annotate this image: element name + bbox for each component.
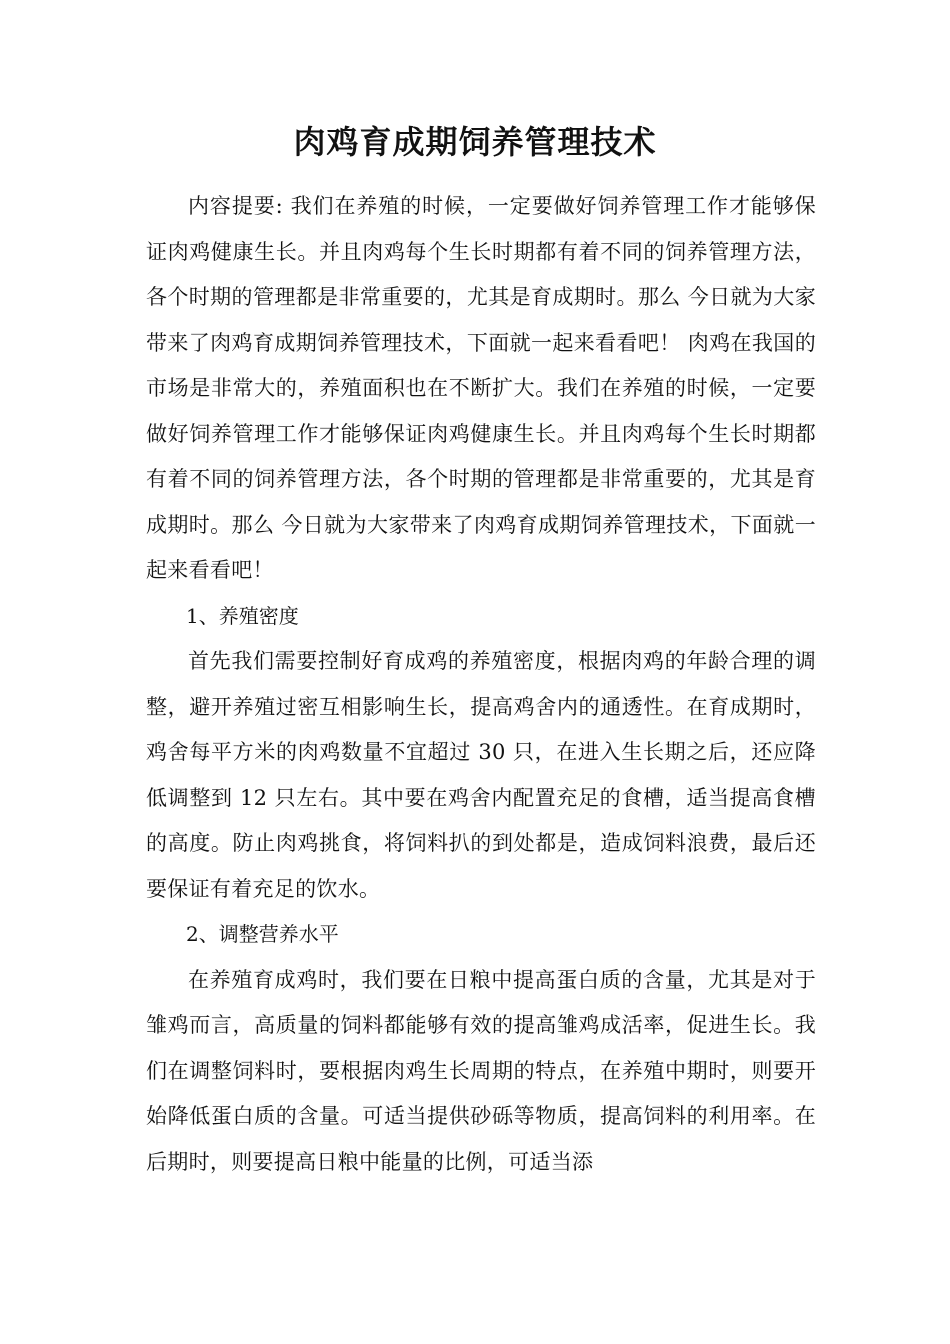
intro-paragraph: 内容提要: 我们在养殖的时候，一定要做好饲养管理工作才能够保证肉鸡健康生长。并且肉鸡每个生长时期都有着不同的饲养管理方法，各个时期的管理都是非常重要的，尤其是育成期时。那么 今日就为大家带来了肉鸡育成期饲养管理技术，下面就一起来看看吧！ 肉鸡在我国的市场是非常大的，养殖面积也在不断扩大。我们在养殖的时候，一定要做好饲养管理工作才能够保证肉鸡健康生长。并且肉鸡每个生长时期都有着不同的饲养管理方法，各个时期的管理都是非常重要的，尤其是育成期时。那么 今日就为大家带来了肉鸡育成期饲养管理技术，下面就一起来看看吧！ bbox=[146, 194, 816, 582]
document-body bbox=[146, 184, 816, 1185]
document-title: 肉鸡育成期饲养管理技术 bbox=[293, 123, 657, 161]
section-heading-density: 1、养殖密度 bbox=[186, 603, 299, 628]
density-paragraph: 首先我们需要控制好育成鸡的养殖密度，根据肉鸡的年龄合理的调整，避开养殖过密互相影响生长，提高鸡舍内的通透性。在育成期时，鸡舍每平方米的肉鸡数量不宜超过 30 只，在进入生长期之后，还应降低调整到 12 只左右。其中要在鸡舍内配置充足的食槽，适当提高食槽的高度。防止肉鸡挑食，将饲料扒的到处都是，造成饲料浪费，最后还要保证有着充足的饮水。 bbox=[146, 649, 816, 901]
section-heading-nutrition: 2、调整营养水平 bbox=[186, 922, 339, 946]
nutrition-paragraph: 在养殖育成鸡时，我们要在日粮中提高蛋白质的含量，尤其是对于雏鸡而言，高质量的饲料都能够有效的提高雏鸡成活率，促进生长。我们在调整饲料时，要根据肉鸡生长周期的特点，在养殖中期时，则要开始降低蛋白质的含量。可适当提供砂砾等物质，提高饲料的利用率。在后期时，则要提高日粮中能量的比例，可适当添 bbox=[146, 967, 816, 1174]
